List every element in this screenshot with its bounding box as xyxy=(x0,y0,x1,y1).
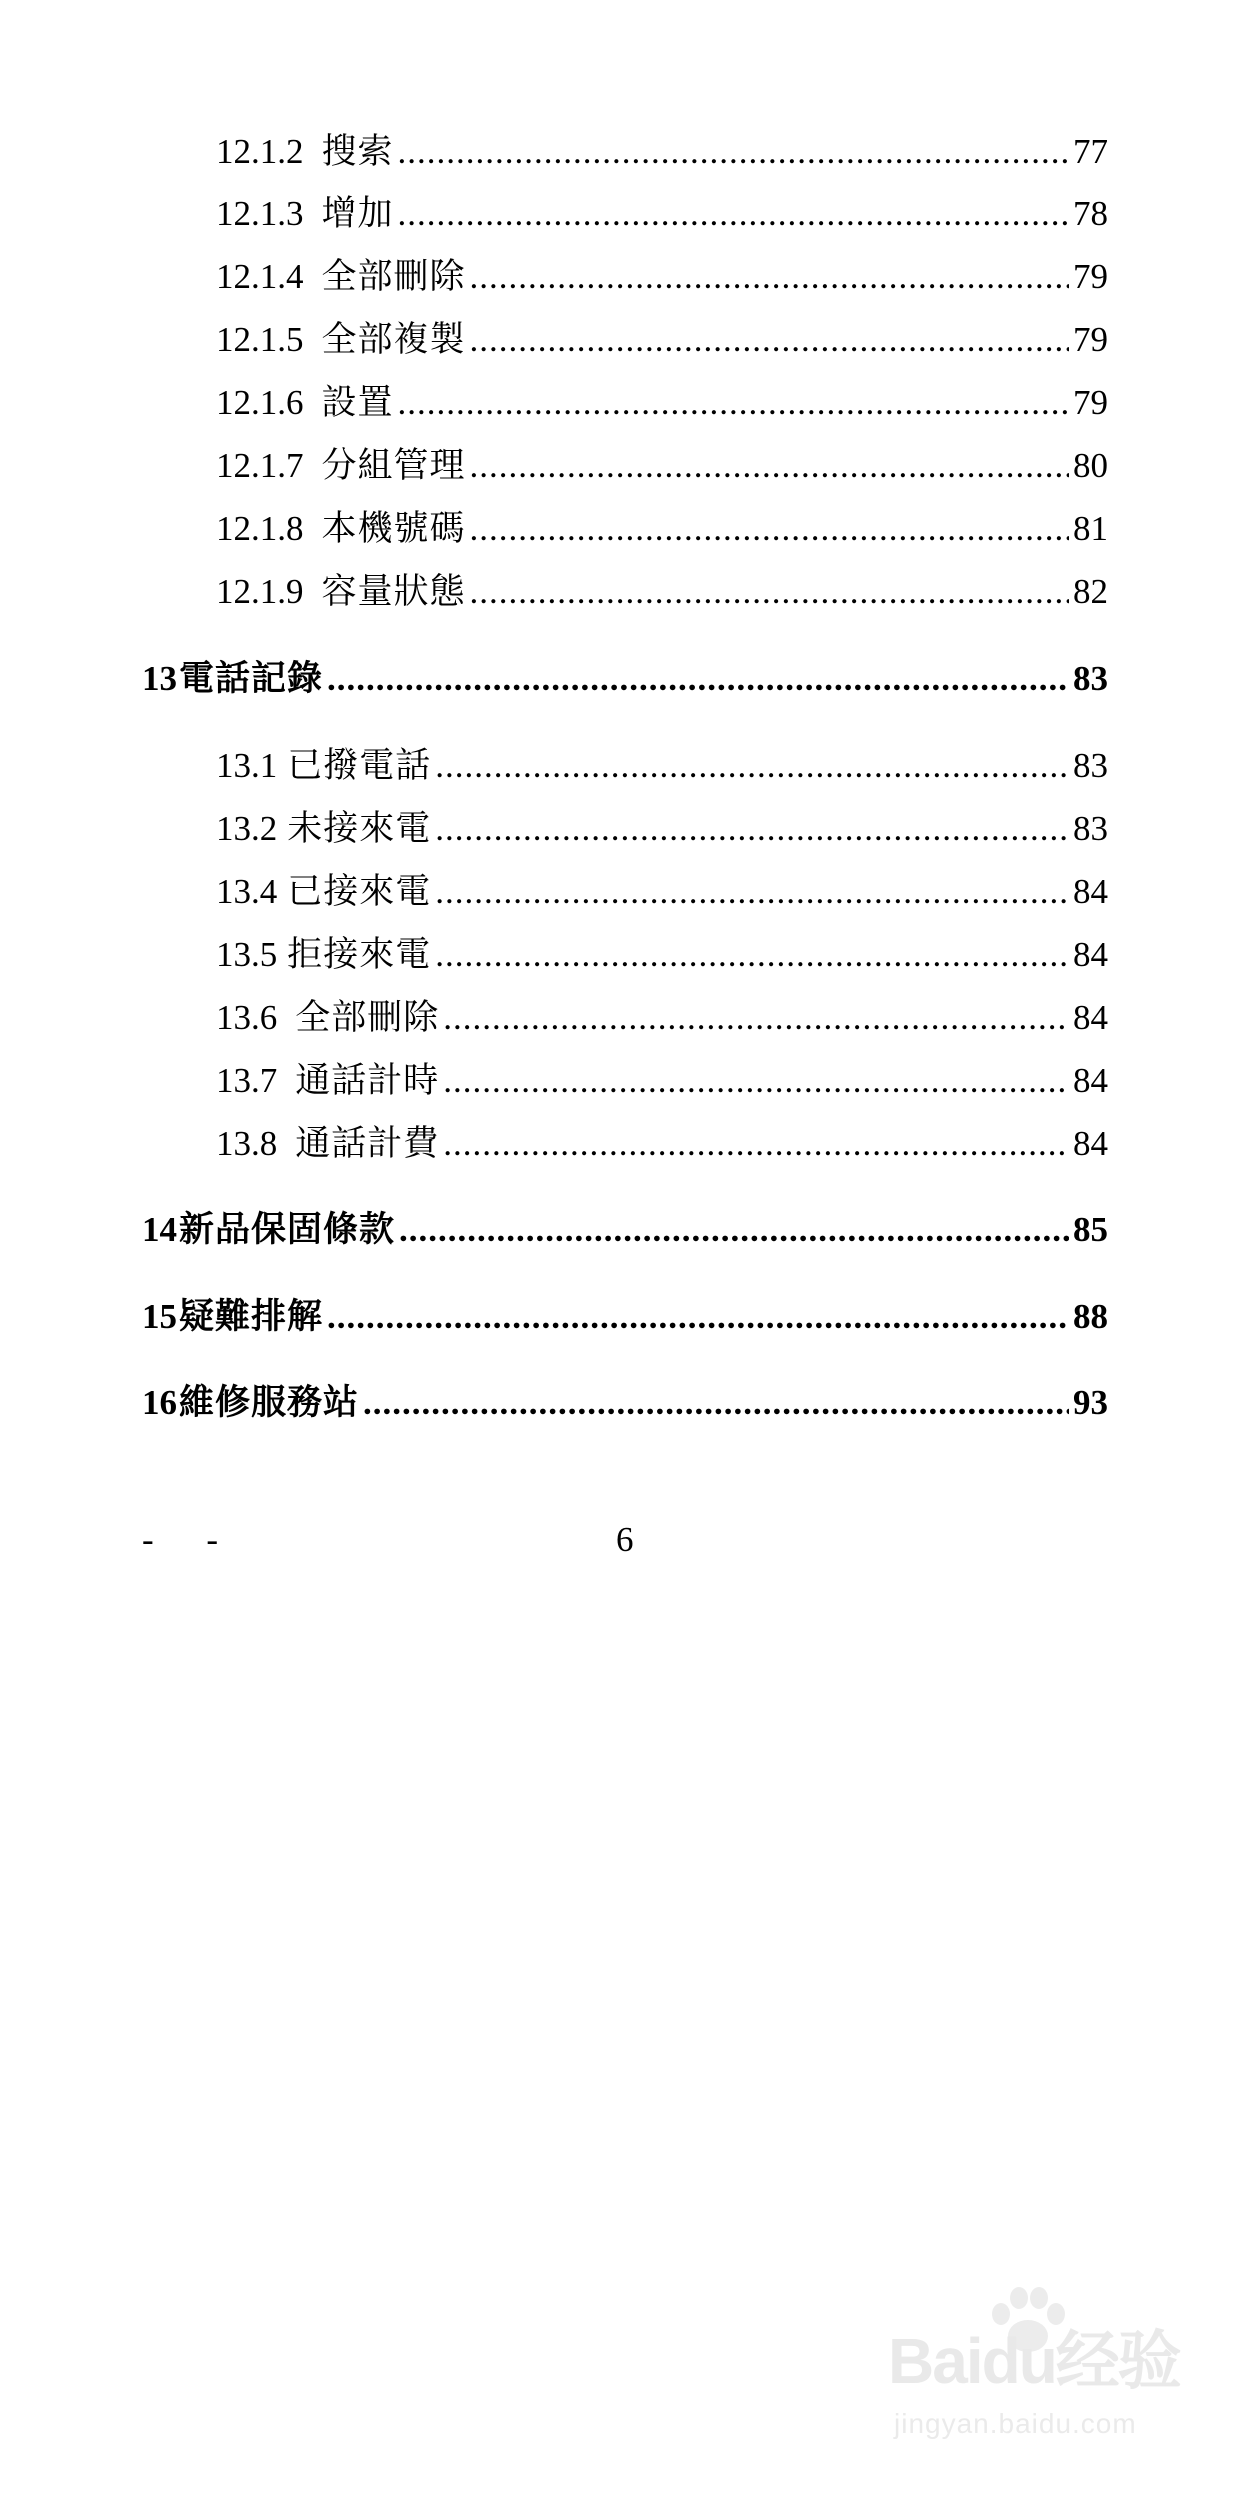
toc-entry-page: 84 xyxy=(1073,1124,1108,1163)
toc-entry-number: 12.1.9 xyxy=(216,572,304,611)
toc-entry xyxy=(216,927,1108,977)
toc-entry-page: 79 xyxy=(1073,257,1108,296)
toc-chapter xyxy=(142,1375,1108,1425)
toc-entry xyxy=(216,738,1108,788)
toc-entry-title: 設置 xyxy=(321,383,394,422)
toc-dot-leader xyxy=(363,1383,1069,1423)
toc-entry-number: 13.2 xyxy=(216,809,278,848)
toc-entry-page: 84 xyxy=(1073,998,1108,1037)
toc-chapter-number: 15 xyxy=(142,1297,177,1336)
toc-entry xyxy=(216,312,1108,362)
toc-entry xyxy=(216,501,1108,551)
toc-entry-title: 容量狀態 xyxy=(321,572,466,611)
toc-entry xyxy=(216,864,1108,914)
toc-dot-leader xyxy=(398,194,1069,234)
toc-chapter-number: 13 xyxy=(142,659,177,698)
toc-chapter xyxy=(142,1289,1108,1339)
toc-entry xyxy=(216,801,1108,851)
toc-entry-number: 13.7 xyxy=(216,1061,278,1100)
toc-entry-page: 83 xyxy=(1073,746,1108,785)
watermark-url: jingyan.baidu.com xyxy=(894,2408,1137,2439)
toc-entry-title: 全部複製 xyxy=(321,320,466,359)
footer-dashes: - - xyxy=(142,1520,241,1559)
toc-entry xyxy=(216,186,1108,236)
toc-entry-number: 12.1.6 xyxy=(216,383,304,422)
toc-entry-page: 81 xyxy=(1073,509,1108,548)
toc-entry-number: 13.1 xyxy=(216,746,278,785)
toc-entry xyxy=(216,1116,1108,1166)
toc-dot-leader xyxy=(435,746,1069,786)
toc-dot-leader xyxy=(398,383,1069,423)
toc-chapter-title: 維修服務站 xyxy=(179,1383,360,1422)
toc-entry-title: 未接來電 xyxy=(287,809,432,848)
toc-entry-number: 12.1.3 xyxy=(216,194,304,233)
toc-chapter-page: 93 xyxy=(1073,1383,1108,1422)
toc-dot-leader xyxy=(470,257,1069,297)
toc-chapter xyxy=(142,651,1108,701)
toc-chapter-number: 16 xyxy=(142,1383,177,1422)
toc-dot-leader xyxy=(399,1210,1069,1250)
toc-entry-number: 13.4 xyxy=(216,872,278,911)
toc-entry-title: 全部刪除 xyxy=(295,998,440,1037)
toc-entry-title: 通話計費 xyxy=(295,1124,440,1163)
toc-entry-number: 12.1.8 xyxy=(216,509,304,548)
toc-dot-leader xyxy=(470,320,1069,360)
toc-entry xyxy=(216,438,1108,488)
watermark-logo-text: Baidu经验 xyxy=(888,2325,1180,2397)
toc-entry-title: 通話計時 xyxy=(295,1061,440,1100)
toc-entry-page: 83 xyxy=(1073,809,1108,848)
toc-entry-page: 78 xyxy=(1073,194,1108,233)
page-number: 6 xyxy=(616,1520,634,1559)
toc-entry-page: 79 xyxy=(1073,383,1108,422)
toc-entry-number: 13.8 xyxy=(216,1124,278,1163)
toc-entry-number: 12.1.4 xyxy=(216,257,304,296)
toc-chapter-title: 疑難排解 xyxy=(179,1297,324,1336)
toc-entry-title: 增加 xyxy=(321,194,394,233)
toc-entry-number: 13.5 xyxy=(216,935,278,974)
toc-chapter-page: 88 xyxy=(1073,1297,1108,1336)
toc-entry-title: 全部刪除 xyxy=(321,257,466,296)
toc-entry-title: 拒接來電 xyxy=(287,935,432,974)
toc-chapter-number: 14 xyxy=(142,1210,177,1249)
toc-entry xyxy=(216,990,1108,1040)
toc-chapter-title: 電話記錄 xyxy=(179,659,324,698)
toc-chapter-page: 85 xyxy=(1073,1210,1108,1249)
toc-chapter-page: 83 xyxy=(1073,659,1108,698)
toc-dot-leader xyxy=(435,872,1069,912)
toc-dot-leader xyxy=(443,1124,1069,1164)
toc-entry-title: 已撥電話 xyxy=(287,746,432,785)
toc-entry xyxy=(216,375,1108,425)
toc-entry-page: 82 xyxy=(1073,572,1108,611)
toc-entry-page: 84 xyxy=(1073,872,1108,911)
toc-entry xyxy=(216,249,1108,299)
baidu-jingyan-watermark xyxy=(888,2290,1188,2470)
toc-entry-number: 13.6 xyxy=(216,998,278,1037)
toc-dot-leader xyxy=(470,509,1069,549)
toc-entry-page: 80 xyxy=(1073,446,1108,485)
toc-dot-leader xyxy=(327,659,1069,699)
toc-chapter xyxy=(142,1202,1108,1252)
toc-entry-page: 77 xyxy=(1073,132,1108,171)
toc-entry-number: 12.1.2 xyxy=(216,132,304,171)
toc-entry-page: 79 xyxy=(1073,320,1108,359)
toc-entry-title: 搜索 xyxy=(321,132,394,171)
toc-dot-leader xyxy=(443,1061,1069,1101)
toc-dot-leader xyxy=(398,132,1069,172)
toc-dot-leader xyxy=(470,446,1069,486)
toc-entry-title: 已接來電 xyxy=(287,872,432,911)
toc-entry-title: 本機號碼 xyxy=(321,509,466,548)
toc-entry xyxy=(216,1053,1108,1103)
toc-dot-leader xyxy=(435,935,1069,975)
toc-entry-page: 84 xyxy=(1073,1061,1108,1100)
toc-entry xyxy=(216,564,1108,614)
toc-entry-number: 12.1.7 xyxy=(216,446,304,485)
toc-dot-leader xyxy=(443,998,1069,1038)
toc-entry-number: 12.1.5 xyxy=(216,320,304,359)
toc-dot-leader xyxy=(435,809,1069,849)
toc-entry xyxy=(216,124,1108,174)
toc-chapter-title: 新品保固條款 xyxy=(179,1210,396,1249)
toc-entry-page: 84 xyxy=(1073,935,1108,974)
toc-dot-leader xyxy=(327,1297,1069,1337)
toc-dot-leader xyxy=(470,572,1069,612)
toc-entry-title: 分組管理 xyxy=(321,446,466,485)
